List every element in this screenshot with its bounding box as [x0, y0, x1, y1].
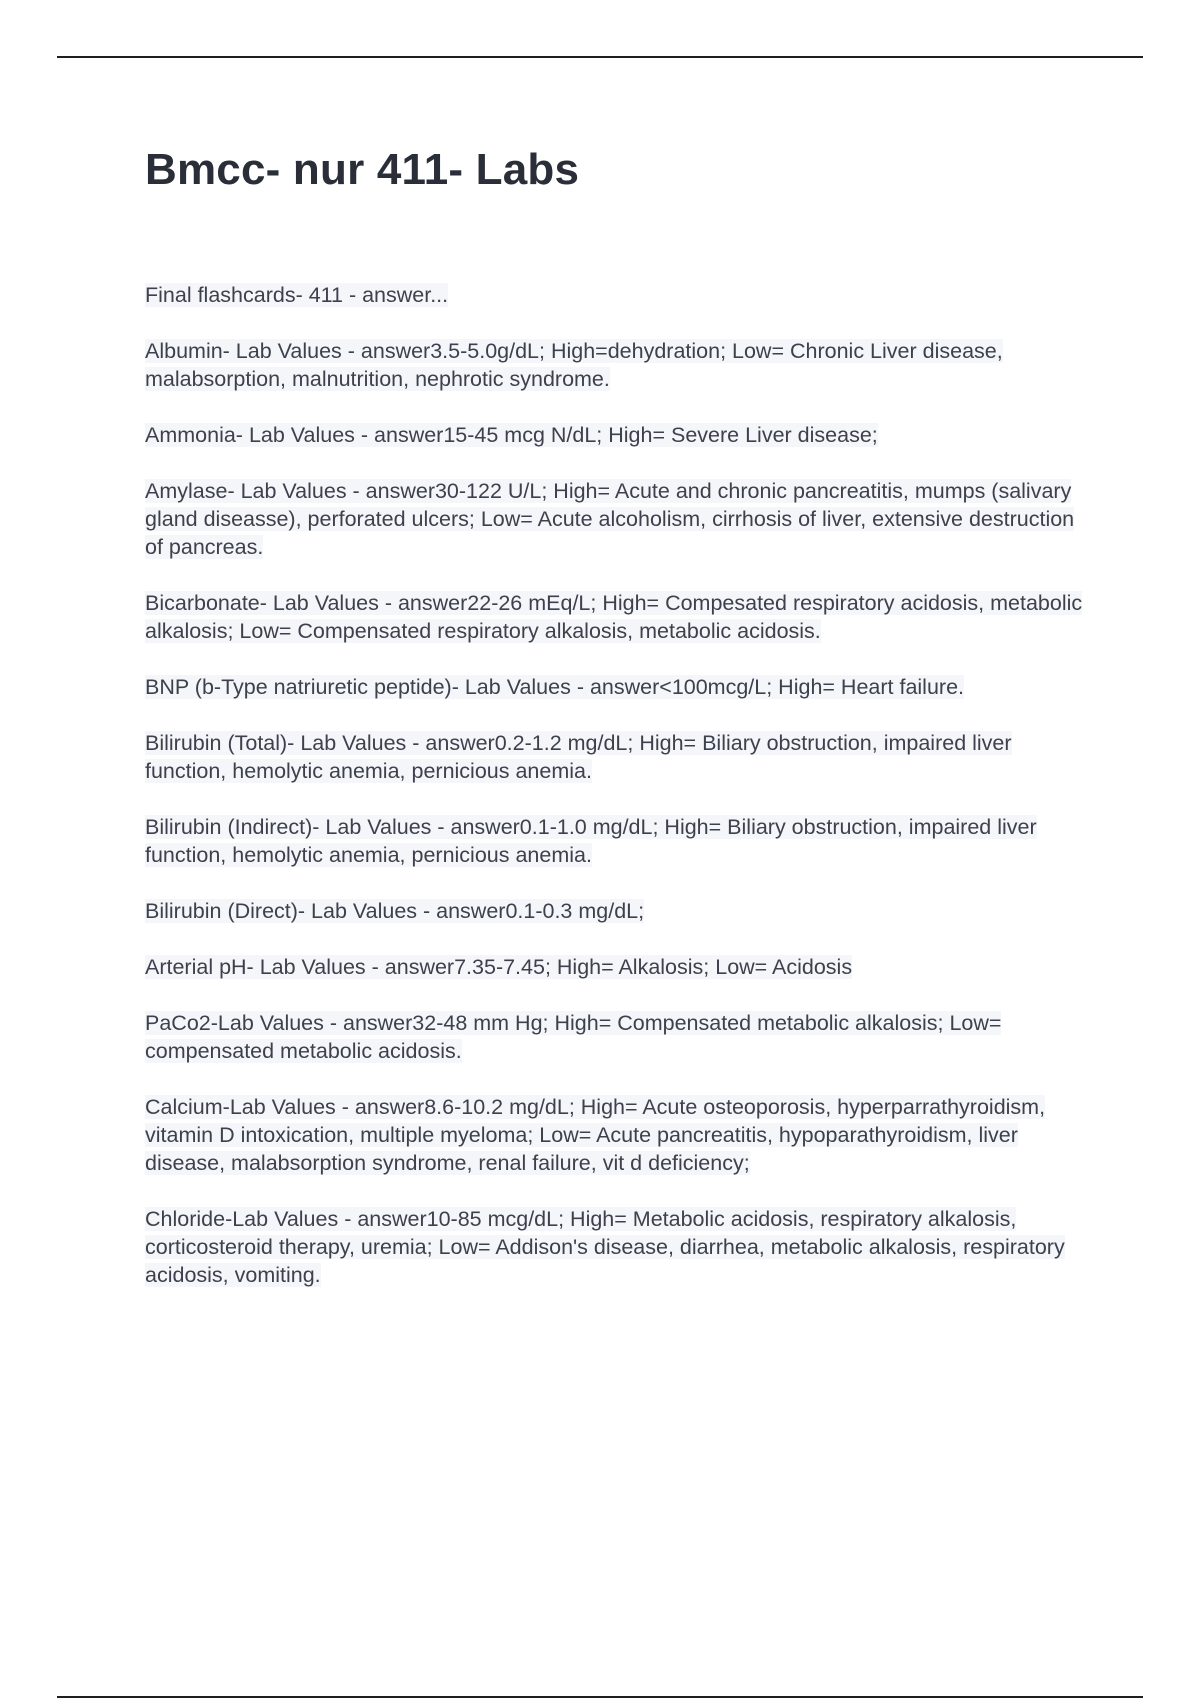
- flashcard-entry: [145, 477, 1090, 561]
- flashcard-text: Arterial pH- Lab Values - answer7.35-7.45; High= Alkalosis; Low= Acidosis: [145, 955, 853, 979]
- flashcard-text: PaCo2-Lab Values - answer32-48 mm Hg; High= Compensated metabolic alkalosis; Low= compensated metabolic acidosis.: [145, 1011, 1002, 1063]
- flashcard-text: Chloride-Lab Values - answer10-85 mcg/dL; High= Metabolic acidosis, respiratory alkalosis, corticosteroid therapy, uremia; Low= Addison's disease, diarrhea, metabolic alkalosis, respiratory acidosis, vomiting.: [145, 1207, 1065, 1287]
- flashcard-entry: [145, 729, 1090, 785]
- flashcard-entry: [145, 589, 1090, 645]
- flashcard-list: [145, 281, 1090, 1289]
- flashcard-entry: [145, 897, 1090, 925]
- flashcard-text: Albumin- Lab Values - answer3.5-5.0g/dL; High=dehydration; Low= Chronic Liver disease, malabsorption, malnutrition, nephrotic syndrome.: [145, 339, 1003, 391]
- bottom-rule: [57, 1696, 1143, 1698]
- flashcard-entry: [145, 1009, 1090, 1065]
- flashcard-entry: [145, 813, 1090, 869]
- flashcard-entry: [145, 673, 1090, 701]
- flashcard-text: Bilirubin (Total)- Lab Values - answer0.2-1.2 mg/dL; High= Biliary obstruction, impaired liver function, hemolytic anemia, pernicious anemia.: [145, 731, 1012, 783]
- flashcard-entry: [145, 337, 1090, 393]
- flashcard-text: BNP (b-Type natriuretic peptide)- Lab Values - answer<100mcg/L; High= Heart failure.: [145, 675, 965, 699]
- flashcard-entry: [145, 1093, 1090, 1177]
- flashcard-entry: [145, 953, 1090, 981]
- flashcard-text: Calcium-Lab Values - answer8.6-10.2 mg/dL; High= Acute osteoporosis, hyperparrathyroidism, vitamin D intoxication, multiple myeloma; Low= Acute pancreatitis, hypoparathyroidism, liver disease, malabsorption syndrome, renal failure, vit d deficiency;: [145, 1095, 1046, 1175]
- top-rule: [57, 56, 1143, 58]
- flashcard-text: Final flashcards- 411 - answer...: [145, 283, 449, 307]
- document-body: [145, 140, 1090, 1317]
- flashcard-entry: [145, 1205, 1090, 1289]
- flashcard-entry: [145, 281, 1090, 309]
- flashcard-text: Bicarbonate- Lab Values - answer22-26 mEq/L; High= Compesated respiratory acidosis, metabolic alkalosis; Low= Compensated respiratory alkalosis, metabolic acidosis.: [145, 591, 1083, 643]
- flashcard-text: Bilirubin (Indirect)- Lab Values - answer0.1-1.0 mg/dL; High= Biliary obstruction, impaired liver function, hemolytic anemia, pernicious anemia.: [145, 815, 1037, 867]
- flashcard-text: Amylase- Lab Values - answer30-122 U/L; High= Acute and chronic pancreatitis, mumps (salivary gland diseasse), perforated ulcers; Low= Acute alcoholism, cirrhosis of liver, extensive destruction of pancreas.: [145, 479, 1075, 559]
- document-title: Bmcc- nur 411- Labs: [145, 145, 580, 194]
- flashcard-entry: [145, 421, 1090, 449]
- flashcard-text: Ammonia- Lab Values - answer15-45 mcg N/dL; High= Severe Liver disease;: [145, 423, 878, 447]
- flashcard-text: Bilirubin (Direct)- Lab Values - answer0.1-0.3 mg/dL;: [145, 899, 645, 923]
